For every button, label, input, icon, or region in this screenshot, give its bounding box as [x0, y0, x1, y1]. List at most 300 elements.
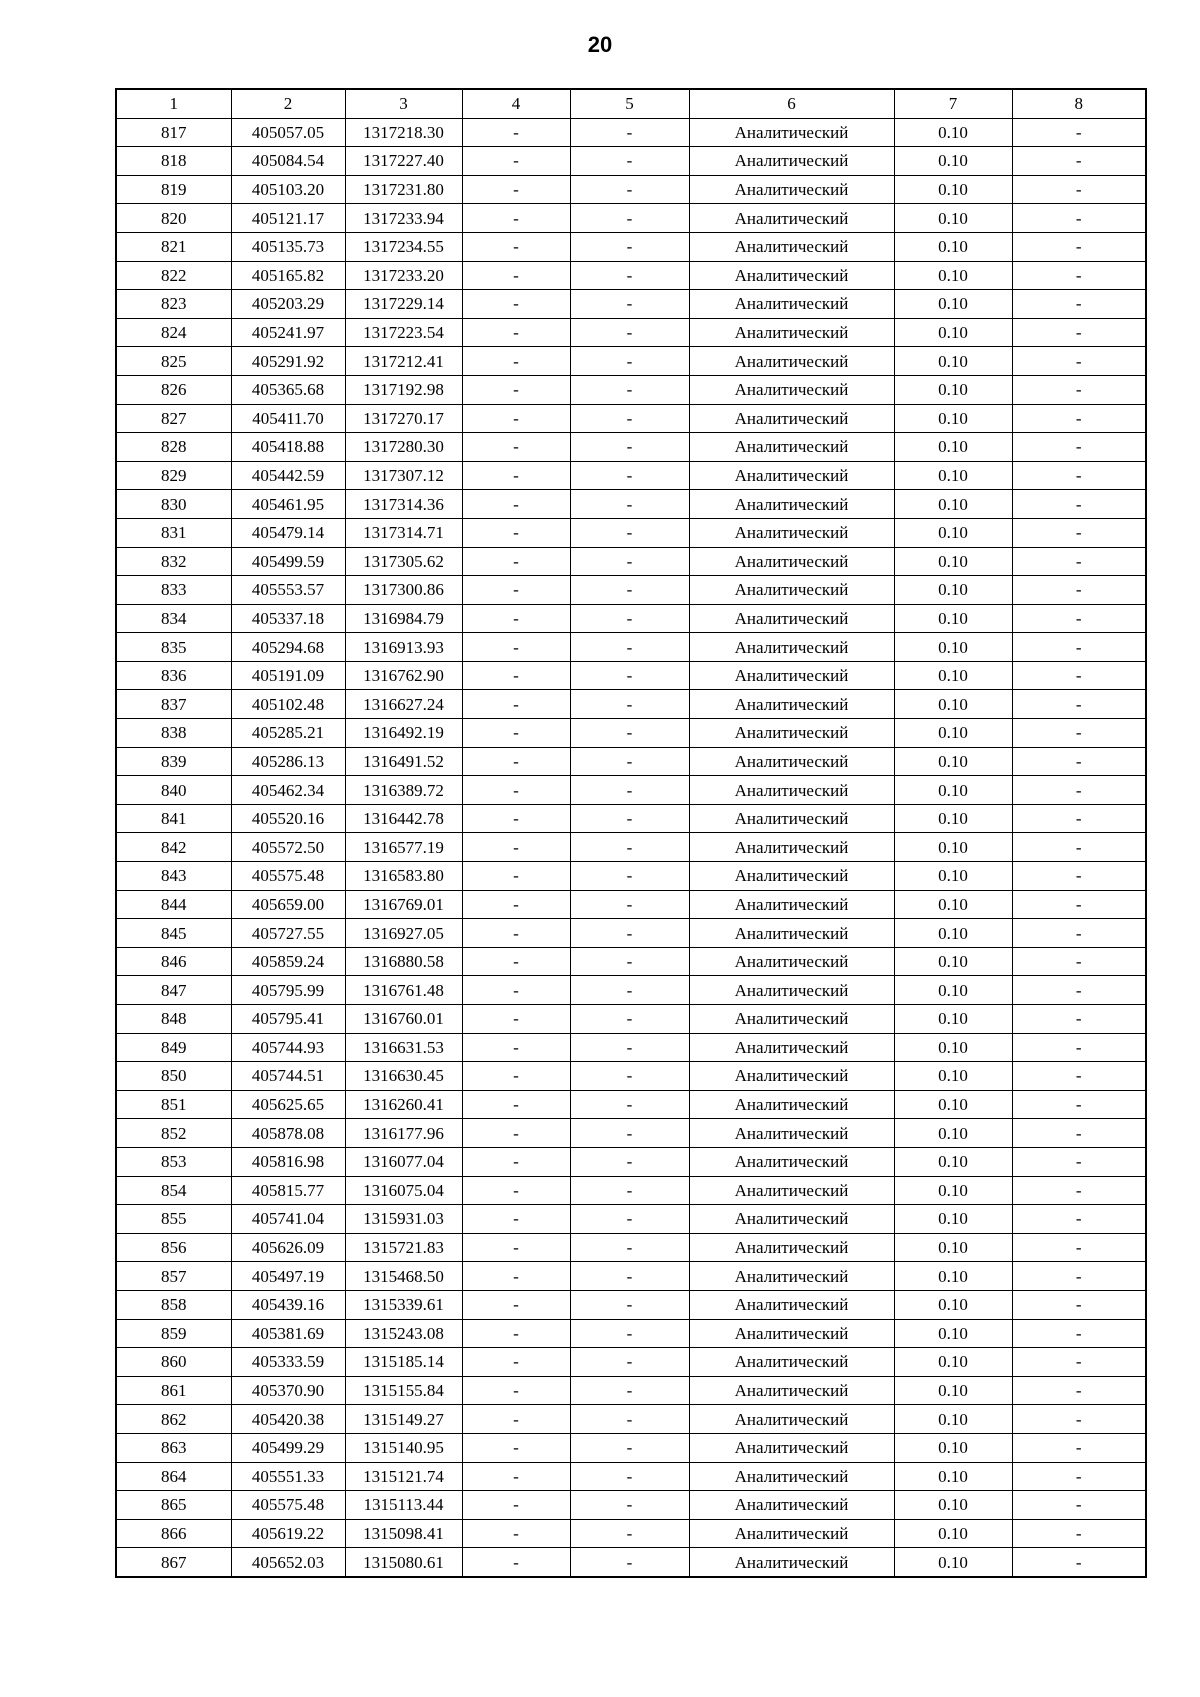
cell-point-number: 825 — [116, 347, 231, 376]
cell-method: Аналитический — [689, 375, 894, 404]
cell-method: Аналитический — [689, 290, 894, 319]
cell-method: Аналитический — [689, 232, 894, 261]
cell-col-8: - — [1012, 1176, 1146, 1205]
cell-point-number: 832 — [116, 547, 231, 576]
cell-coord-x: 405520.16 — [231, 804, 345, 833]
cell-coord-y: 1317305.62 — [345, 547, 462, 576]
cell-point-number: 833 — [116, 576, 231, 605]
cell-accuracy: 0.10 — [894, 375, 1012, 404]
cell-col-5: - — [570, 1405, 689, 1434]
cell-accuracy: 0.10 — [894, 1462, 1012, 1491]
column-header-2: 2 — [231, 89, 345, 118]
cell-col-8: - — [1012, 1462, 1146, 1491]
cell-accuracy: 0.10 — [894, 1319, 1012, 1348]
cell-point-number: 826 — [116, 375, 231, 404]
cell-accuracy: 0.10 — [894, 404, 1012, 433]
cell-method: Аналитический — [689, 318, 894, 347]
cell-method: Аналитический — [689, 1519, 894, 1548]
cell-col-4: - — [462, 1033, 570, 1062]
cell-accuracy: 0.10 — [894, 1033, 1012, 1062]
cell-accuracy: 0.10 — [894, 919, 1012, 948]
cell-point-number: 837 — [116, 690, 231, 719]
cell-coord-x: 405103.20 — [231, 175, 345, 204]
cell-method: Аналитический — [689, 461, 894, 490]
table-row — [116, 719, 1146, 748]
cell-col-4: - — [462, 690, 570, 719]
cell-col-5: - — [570, 1519, 689, 1548]
cell-coord-y: 1315113.44 — [345, 1491, 462, 1520]
cell-col-8: - — [1012, 204, 1146, 233]
cell-accuracy: 0.10 — [894, 1090, 1012, 1119]
table-row — [116, 661, 1146, 690]
cell-col-8: - — [1012, 1147, 1146, 1176]
cell-coord-x: 405659.00 — [231, 890, 345, 919]
cell-point-number: 862 — [116, 1405, 231, 1434]
cell-method: Аналитический — [689, 1491, 894, 1520]
table-row — [116, 1005, 1146, 1034]
cell-coord-y: 1316769.01 — [345, 890, 462, 919]
cell-col-8: - — [1012, 919, 1146, 948]
table-row — [116, 1348, 1146, 1377]
cell-col-5: - — [570, 976, 689, 1005]
cell-accuracy: 0.10 — [894, 661, 1012, 690]
cell-coord-x: 405626.09 — [231, 1233, 345, 1262]
cell-col-8: - — [1012, 947, 1146, 976]
cell-col-5: - — [570, 947, 689, 976]
cell-point-number: 836 — [116, 661, 231, 690]
cell-col-4: - — [462, 1319, 570, 1348]
table-row — [116, 375, 1146, 404]
cell-col-8: - — [1012, 1090, 1146, 1119]
cell-method: Аналитический — [689, 490, 894, 519]
cell-col-5: - — [570, 261, 689, 290]
cell-method: Аналитический — [689, 1119, 894, 1148]
cell-coord-y: 1315339.61 — [345, 1290, 462, 1319]
cell-point-number: 854 — [116, 1176, 231, 1205]
cell-col-4: - — [462, 175, 570, 204]
cell-coord-x: 405497.19 — [231, 1262, 345, 1291]
table-row — [116, 1462, 1146, 1491]
cell-coord-y: 1316984.79 — [345, 604, 462, 633]
cell-col-4: - — [462, 1176, 570, 1205]
cell-point-number: 857 — [116, 1262, 231, 1291]
cell-accuracy: 0.10 — [894, 1233, 1012, 1262]
cell-point-number: 865 — [116, 1491, 231, 1520]
cell-col-5: - — [570, 1433, 689, 1462]
cell-accuracy: 0.10 — [894, 976, 1012, 1005]
cell-method: Аналитический — [689, 804, 894, 833]
cell-point-number: 822 — [116, 261, 231, 290]
cell-accuracy: 0.10 — [894, 1376, 1012, 1405]
cell-coord-x: 405084.54 — [231, 147, 345, 176]
cell-col-8: - — [1012, 1033, 1146, 1062]
cell-col-4: - — [462, 347, 570, 376]
cell-col-8: - — [1012, 976, 1146, 1005]
cell-coord-x: 405365.68 — [231, 375, 345, 404]
cell-col-5: - — [570, 1319, 689, 1348]
cell-coord-x: 405285.21 — [231, 719, 345, 748]
cell-accuracy: 0.10 — [894, 1205, 1012, 1234]
cell-method: Аналитический — [689, 1290, 894, 1319]
cell-point-number: 835 — [116, 633, 231, 662]
cell-point-number: 820 — [116, 204, 231, 233]
table-row — [116, 1405, 1146, 1434]
table-row — [116, 261, 1146, 290]
cell-accuracy: 0.10 — [894, 1005, 1012, 1034]
cell-coord-x: 405795.41 — [231, 1005, 345, 1034]
cell-col-4: - — [462, 1433, 570, 1462]
cell-point-number: 831 — [116, 518, 231, 547]
cell-point-number: 859 — [116, 1319, 231, 1348]
cell-accuracy: 0.10 — [894, 547, 1012, 576]
cell-col-4: - — [462, 1119, 570, 1148]
cell-coord-y: 1317218.30 — [345, 118, 462, 147]
cell-point-number: 827 — [116, 404, 231, 433]
cell-accuracy: 0.10 — [894, 719, 1012, 748]
cell-col-5: - — [570, 747, 689, 776]
cell-point-number: 845 — [116, 919, 231, 948]
table-row — [116, 1319, 1146, 1348]
cell-coord-y: 1316630.45 — [345, 1062, 462, 1091]
cell-col-4: - — [462, 604, 570, 633]
cell-col-4: - — [462, 919, 570, 948]
cell-point-number: 848 — [116, 1005, 231, 1034]
cell-col-4: - — [462, 976, 570, 1005]
cell-col-8: - — [1012, 1319, 1146, 1348]
cell-col-8: - — [1012, 175, 1146, 204]
cell-coord-x: 405461.95 — [231, 490, 345, 519]
cell-col-5: - — [570, 1548, 689, 1577]
cell-col-8: - — [1012, 147, 1146, 176]
cell-col-4: - — [462, 1376, 570, 1405]
cell-accuracy: 0.10 — [894, 747, 1012, 776]
cell-accuracy: 0.10 — [894, 1491, 1012, 1520]
cell-col-8: - — [1012, 776, 1146, 805]
table-row — [116, 1376, 1146, 1405]
cell-method: Аналитический — [689, 1405, 894, 1434]
cell-col-4: - — [462, 518, 570, 547]
cell-coord-y: 1315185.14 — [345, 1348, 462, 1377]
table-row — [116, 804, 1146, 833]
cell-col-5: - — [570, 633, 689, 662]
cell-coord-y: 1315140.95 — [345, 1433, 462, 1462]
cell-coord-x: 405439.16 — [231, 1290, 345, 1319]
table-row — [116, 404, 1146, 433]
cell-col-4: - — [462, 1147, 570, 1176]
cell-coord-x: 405381.69 — [231, 1319, 345, 1348]
cell-point-number: 847 — [116, 976, 231, 1005]
cell-col-4: - — [462, 633, 570, 662]
cell-col-4: - — [462, 1405, 570, 1434]
cell-coord-y: 1317234.55 — [345, 232, 462, 261]
cell-method: Аналитический — [689, 1005, 894, 1034]
cell-point-number: 818 — [116, 147, 231, 176]
cell-coord-x: 405499.29 — [231, 1433, 345, 1462]
cell-coord-x: 405553.57 — [231, 576, 345, 605]
cell-coord-y: 1315243.08 — [345, 1319, 462, 1348]
cell-accuracy: 0.10 — [894, 890, 1012, 919]
table-row — [116, 833, 1146, 862]
cell-method: Аналитический — [689, 1090, 894, 1119]
cell-accuracy: 0.10 — [894, 633, 1012, 662]
cell-coord-y: 1317314.36 — [345, 490, 462, 519]
cell-col-8: - — [1012, 604, 1146, 633]
cell-coord-y: 1316491.52 — [345, 747, 462, 776]
column-header-4: 4 — [462, 89, 570, 118]
cell-col-5: - — [570, 204, 689, 233]
cell-col-8: - — [1012, 804, 1146, 833]
cell-accuracy: 0.10 — [894, 1119, 1012, 1148]
cell-point-number: 856 — [116, 1233, 231, 1262]
cell-col-8: - — [1012, 547, 1146, 576]
cell-point-number: 860 — [116, 1348, 231, 1377]
cell-col-5: - — [570, 1348, 689, 1377]
cell-col-5: - — [570, 1147, 689, 1176]
cell-coord-x: 405442.59 — [231, 461, 345, 490]
cell-col-4: - — [462, 433, 570, 462]
cell-col-8: - — [1012, 318, 1146, 347]
cell-point-number: 853 — [116, 1147, 231, 1176]
cell-method: Аналитический — [689, 576, 894, 605]
cell-col-8: - — [1012, 490, 1146, 519]
cell-coord-y: 1317212.41 — [345, 347, 462, 376]
table-row — [116, 604, 1146, 633]
cell-col-5: - — [570, 518, 689, 547]
table-row — [116, 776, 1146, 805]
cell-accuracy: 0.10 — [894, 1519, 1012, 1548]
cell-coord-y: 1316442.78 — [345, 804, 462, 833]
cell-col-5: - — [570, 1205, 689, 1234]
cell-coord-x: 405294.68 — [231, 633, 345, 662]
cell-method: Аналитический — [689, 1233, 894, 1262]
cell-col-5: - — [570, 147, 689, 176]
table-row — [116, 862, 1146, 891]
cell-col-8: - — [1012, 833, 1146, 862]
cell-col-8: - — [1012, 1405, 1146, 1434]
cell-coord-x: 405241.97 — [231, 318, 345, 347]
cell-col-5: - — [570, 604, 689, 633]
cell-coord-y: 1316913.93 — [345, 633, 462, 662]
table-row — [116, 1062, 1146, 1091]
cell-coord-x: 405878.08 — [231, 1119, 345, 1148]
cell-col-4: - — [462, 461, 570, 490]
cell-coord-x: 405370.90 — [231, 1376, 345, 1405]
cell-col-5: - — [570, 862, 689, 891]
cell-accuracy: 0.10 — [894, 175, 1012, 204]
cell-col-4: - — [462, 890, 570, 919]
cell-coord-x: 405191.09 — [231, 661, 345, 690]
cell-method: Аналитический — [689, 518, 894, 547]
cell-col-8: - — [1012, 1348, 1146, 1377]
cell-coord-y: 1315931.03 — [345, 1205, 462, 1234]
table-row — [116, 232, 1146, 261]
cell-point-number: 852 — [116, 1119, 231, 1148]
cell-col-5: - — [570, 1176, 689, 1205]
cell-method: Аналитический — [689, 776, 894, 805]
cell-coord-x: 405744.93 — [231, 1033, 345, 1062]
cell-point-number: 821 — [116, 232, 231, 261]
table-row — [116, 1233, 1146, 1262]
cell-method: Аналитический — [689, 1205, 894, 1234]
cell-coord-y: 1316880.58 — [345, 947, 462, 976]
cell-col-5: - — [570, 804, 689, 833]
cell-col-4: - — [462, 661, 570, 690]
cell-coord-x: 405135.73 — [231, 232, 345, 261]
cell-accuracy: 0.10 — [894, 232, 1012, 261]
cell-col-5: - — [570, 719, 689, 748]
cell-accuracy: 0.10 — [894, 1348, 1012, 1377]
cell-col-4: - — [462, 232, 570, 261]
cell-col-5: - — [570, 1005, 689, 1034]
cell-accuracy: 0.10 — [894, 1548, 1012, 1577]
cell-accuracy: 0.10 — [894, 1262, 1012, 1291]
cell-coord-y: 1316761.48 — [345, 976, 462, 1005]
cell-col-4: - — [462, 1062, 570, 1091]
cell-col-5: - — [570, 576, 689, 605]
cell-coord-x: 405462.34 — [231, 776, 345, 805]
cell-col-5: - — [570, 318, 689, 347]
cell-col-5: - — [570, 547, 689, 576]
cell-coord-y: 1317270.17 — [345, 404, 462, 433]
cell-accuracy: 0.10 — [894, 433, 1012, 462]
cell-coord-x: 405619.22 — [231, 1519, 345, 1548]
cell-coord-x: 405744.51 — [231, 1062, 345, 1091]
cell-col-5: - — [570, 661, 689, 690]
cell-col-4: - — [462, 490, 570, 519]
cell-point-number: 824 — [116, 318, 231, 347]
cell-col-4: - — [462, 318, 570, 347]
cell-col-4: - — [462, 204, 570, 233]
cell-col-5: - — [570, 1376, 689, 1405]
cell-point-number: 817 — [116, 118, 231, 147]
cell-coord-y: 1315149.27 — [345, 1405, 462, 1434]
cell-col-8: - — [1012, 1433, 1146, 1462]
table-row — [116, 1176, 1146, 1205]
cell-method: Аналитический — [689, 604, 894, 633]
table-header — [116, 89, 1146, 118]
cell-accuracy: 0.10 — [894, 1433, 1012, 1462]
cell-col-8: - — [1012, 862, 1146, 891]
cell-accuracy: 0.10 — [894, 347, 1012, 376]
cell-accuracy: 0.10 — [894, 461, 1012, 490]
cell-method: Аналитический — [689, 747, 894, 776]
cell-coord-x: 405291.92 — [231, 347, 345, 376]
cell-point-number: 843 — [116, 862, 231, 891]
cell-col-4: - — [462, 804, 570, 833]
table-row — [116, 118, 1146, 147]
cell-col-5: - — [570, 175, 689, 204]
cell-method: Аналитический — [689, 719, 894, 748]
cell-col-8: - — [1012, 461, 1146, 490]
cell-method: Аналитический — [689, 1462, 894, 1491]
cell-coord-x: 405057.05 — [231, 118, 345, 147]
cell-method: Аналитический — [689, 1262, 894, 1291]
cell-col-5: - — [570, 1033, 689, 1062]
column-header-8: 8 — [1012, 89, 1146, 118]
cell-point-number: 834 — [116, 604, 231, 633]
cell-method: Аналитический — [689, 118, 894, 147]
cell-accuracy: 0.10 — [894, 204, 1012, 233]
cell-coord-x: 405859.24 — [231, 947, 345, 976]
table-row — [116, 204, 1146, 233]
table-row — [116, 576, 1146, 605]
cell-coord-y: 1317233.20 — [345, 261, 462, 290]
cell-col-4: - — [462, 862, 570, 891]
cell-col-5: - — [570, 833, 689, 862]
cell-coord-y: 1317227.40 — [345, 147, 462, 176]
cell-accuracy: 0.10 — [894, 147, 1012, 176]
cell-method: Аналитический — [689, 1033, 894, 1062]
cell-col-8: - — [1012, 747, 1146, 776]
cell-coord-y: 1315468.50 — [345, 1262, 462, 1291]
cell-point-number: 864 — [116, 1462, 231, 1491]
cell-col-4: - — [462, 776, 570, 805]
cell-point-number: 838 — [116, 719, 231, 748]
cell-method: Аналитический — [689, 1433, 894, 1462]
cell-method: Аналитический — [689, 1348, 894, 1377]
table-row — [116, 1262, 1146, 1291]
cell-point-number: 858 — [116, 1290, 231, 1319]
cell-coord-x: 405337.18 — [231, 604, 345, 633]
cell-coord-x: 405795.99 — [231, 976, 345, 1005]
cell-coord-y: 1317223.54 — [345, 318, 462, 347]
cell-coord-x: 405815.77 — [231, 1176, 345, 1205]
cell-col-5: - — [570, 232, 689, 261]
cell-coord-x: 405499.59 — [231, 547, 345, 576]
cell-method: Аналитический — [689, 547, 894, 576]
cell-coord-y: 1317300.86 — [345, 576, 462, 605]
cell-coord-y: 1316177.96 — [345, 1119, 462, 1148]
cell-col-5: - — [570, 1090, 689, 1119]
cell-col-5: - — [570, 433, 689, 462]
cell-col-8: - — [1012, 633, 1146, 662]
cell-point-number: 841 — [116, 804, 231, 833]
cell-coord-x: 405727.55 — [231, 919, 345, 948]
cell-col-8: - — [1012, 290, 1146, 319]
cell-col-4: - — [462, 1491, 570, 1520]
cell-method: Аналитический — [689, 147, 894, 176]
cell-col-4: - — [462, 1233, 570, 1262]
table-row — [116, 747, 1146, 776]
cell-col-8: - — [1012, 1519, 1146, 1548]
table-row — [116, 690, 1146, 719]
table-row — [116, 1491, 1146, 1520]
table-row — [116, 976, 1146, 1005]
cell-col-5: - — [570, 1491, 689, 1520]
cell-method: Аналитический — [689, 175, 894, 204]
cell-coord-y: 1315121.74 — [345, 1462, 462, 1491]
cell-method: Аналитический — [689, 404, 894, 433]
cell-coord-x: 405575.48 — [231, 1491, 345, 1520]
cell-col-5: - — [570, 690, 689, 719]
cell-method: Аналитический — [689, 890, 894, 919]
cell-coord-y: 1316075.04 — [345, 1176, 462, 1205]
cell-col-8: - — [1012, 118, 1146, 147]
cell-col-8: - — [1012, 433, 1146, 462]
cell-col-5: - — [570, 347, 689, 376]
cell-col-5: - — [570, 118, 689, 147]
table-row — [116, 318, 1146, 347]
cell-col-8: - — [1012, 1062, 1146, 1091]
table-row — [116, 1119, 1146, 1148]
cell-col-4: - — [462, 404, 570, 433]
cell-coord-y: 1316492.19 — [345, 719, 462, 748]
cell-accuracy: 0.10 — [894, 804, 1012, 833]
cell-col-8: - — [1012, 1491, 1146, 1520]
cell-point-number: 867 — [116, 1548, 231, 1577]
cell-col-4: - — [462, 1548, 570, 1577]
cell-method: Аналитический — [689, 661, 894, 690]
